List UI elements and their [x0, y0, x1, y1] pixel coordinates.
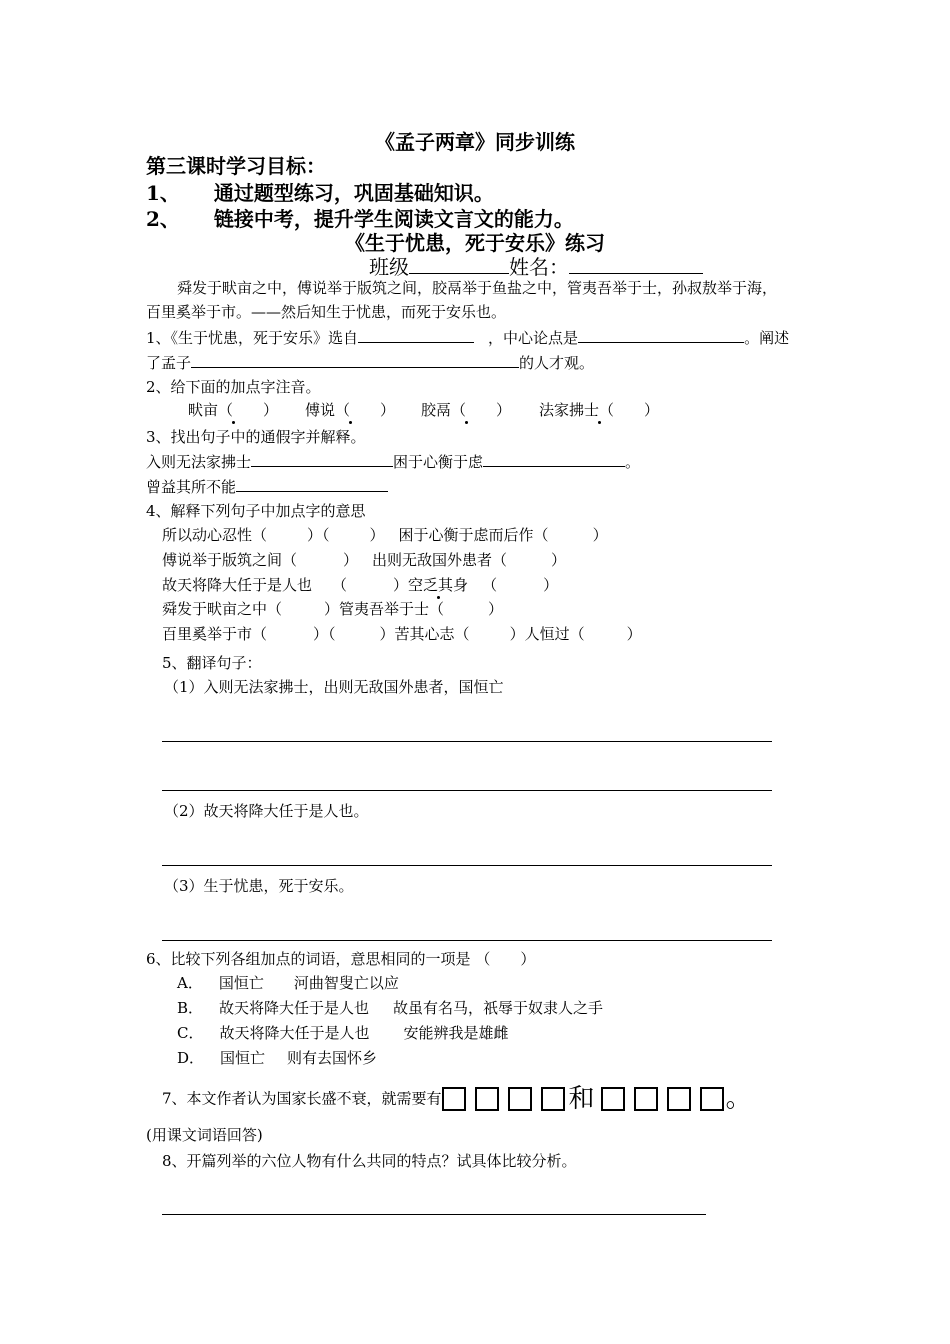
q5-item-2: （2）故天将降大任于是人也。 — [164, 802, 369, 820]
question-1: 1、《生于忧患，死于安乐》选自 ，中心论点是 。阐述 — [146, 329, 790, 347]
question-8: 8、开篇列举的六位人物有什么共同的特点？试具体比较分析。 — [162, 1152, 577, 1170]
q4-row-3: 故天将降大任于是人也 （ ）空乏其身 （ ） — [162, 576, 559, 594]
q3-blank-3[interactable] — [236, 477, 388, 492]
q1-source-blank[interactable] — [358, 328, 474, 343]
question-2-stem: 2、给下面的加点字注音。 — [146, 378, 321, 396]
q7-box-8[interactable] — [700, 1087, 724, 1111]
page-title: 《孟子两章》同步训练 — [375, 130, 575, 154]
q1-view-blank[interactable] — [191, 353, 519, 368]
question-1-cont: 了孟子 的人才观。 — [146, 354, 595, 372]
q5-answer-line-3[interactable] — [162, 865, 772, 866]
question-5-stem: 5、翻译句子： — [162, 654, 262, 672]
question-4-stem: 4、解释下列句子中加点字的意思 — [146, 502, 366, 520]
q4-row-1: 所以动心忍性（ ）（ ） 困于心衡于虑而后作（ ） — [162, 526, 608, 544]
q3-blank-1[interactable] — [251, 452, 393, 467]
q5-item-3: （3）生于忧患，死于安乐。 — [164, 877, 354, 895]
name-blank[interactable] — [569, 255, 703, 274]
objectives-heading: 第三课时学习目标： — [146, 154, 326, 178]
q6-option-a: A． 国恒亡 河曲智叟亡以应 — [177, 974, 399, 992]
q7-box-2[interactable] — [475, 1087, 499, 1111]
q8-answer-line[interactable] — [162, 1214, 706, 1215]
q6-option-c: C． 故天将降大任于是人也 安能辨我是雄雌 — [177, 1024, 509, 1042]
q5-answer-line-1[interactable] — [162, 741, 772, 742]
question-6-stem: 6、比较下列各组加点的词语，意思相同的一项是 （ ） — [146, 950, 536, 968]
q5-answer-line-2[interactable] — [162, 790, 772, 791]
class-name-line — [369, 251, 703, 280]
objective-item-2: 2、 链接中考，提升学生阅读文言文的能力。 — [146, 207, 574, 231]
exercise-title: 《生于忧患，死于安乐》练习 — [345, 231, 605, 255]
q7-box-6[interactable] — [634, 1087, 658, 1111]
passage-line-1: 舜发于畎亩之中，傅说举于版筑之间，胶鬲举于鱼盐之中，管夷吾举于士，孙叔敖举于海， — [177, 279, 778, 297]
q2-item-4: 法家拂士（ ） — [539, 401, 660, 419]
passage-line-2: 百里奚举于市。——然后知生于忧患，而死于安乐也。 — [146, 303, 507, 321]
class-blank[interactable] — [409, 255, 509, 274]
q6-option-d: D． 国恒亡 则有去国怀乡 — [177, 1049, 378, 1067]
q2-item-2: 傅说（ ） — [305, 401, 396, 419]
name-label: 姓名： — [509, 255, 569, 279]
q7-box-7[interactable] — [667, 1087, 691, 1111]
q7-box-3[interactable] — [508, 1087, 532, 1111]
q2-item-1: 畎亩（ ） — [188, 401, 279, 419]
question-3-line-1: 入则无法家拂士 困于心衡于虑 。 — [146, 453, 641, 471]
q6-option-b: B． 故天将降大任于是人也 故虽有名马，祇辱于奴隶人之手 — [177, 999, 604, 1017]
q7-box-5[interactable] — [601, 1087, 625, 1111]
q1-thesis-blank[interactable] — [578, 328, 744, 343]
question-7: 7、本文作者认为国家长盛不衰，就需要有 和 。 — [162, 1083, 752, 1114]
q4-row-5: 百里奚举于市（ ）（ ）苦其心志（ ）人恒过（ ） — [162, 625, 642, 643]
question-3-stem: 3、找出句子中的通假字并解释。 — [146, 428, 366, 446]
q7-box-4[interactable] — [541, 1087, 565, 1111]
q7-box-1[interactable] — [442, 1087, 466, 1111]
q5-item-1: （1）入则无法家拂士，出则无敌国外患者，国恒亡 — [164, 678, 504, 696]
objective-item-1: 1、 通过题型练习，巩固基础知识。 — [146, 181, 494, 205]
q4-row-2: 傅说举于版筑之间（ ） 出则无敌国外患者（ ） — [162, 551, 567, 569]
question-3-line-2: 曾益其所不能 — [146, 476, 388, 497]
q5-answer-line-4[interactable] — [162, 940, 772, 941]
class-label: 班级 — [369, 255, 409, 279]
q3-blank-2[interactable] — [483, 452, 625, 467]
question-7-note: (用课文词语回答) — [146, 1126, 263, 1144]
q2-item-3: 胶鬲（ ） — [421, 401, 512, 419]
q4-row-4: 舜发于畎亩之中（ ）管夷吾举于士（ ） — [162, 600, 504, 618]
